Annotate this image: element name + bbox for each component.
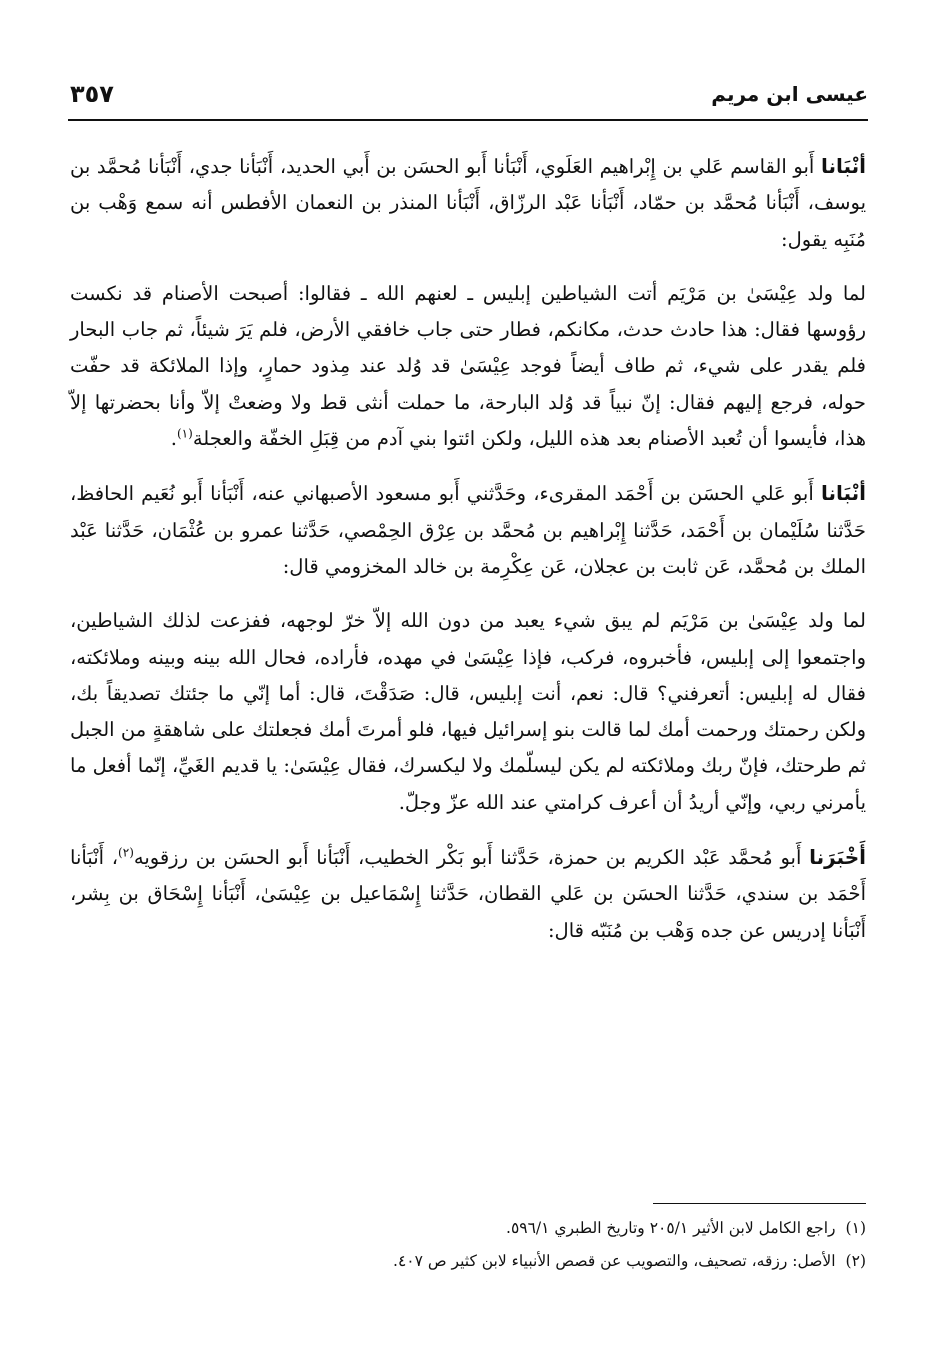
- footnote-text: راجع الكامل لابن الأثير ٢٠٥/١ وتاريخ الطبري ٥٩٦/١.: [506, 1219, 836, 1237]
- running-header: [70, 80, 868, 116]
- paragraph-text: أَبو عَلي الحسَن بن أَحْمَد المقرىء، وحَدَّثني أَبو مسعود الأصبهاني عنه، أَنْبَأنا أَبو نُعَيم الحافظ، حَدَّثنا سُلَيْمان بن أَحْمَد، حَدَّثنا إِبْراهيم بن مُحمَّد بن عِرْق الحِمْصي، حَدَّثنا عمرو بن عُثْمَان، حَدَّثنا عَبْد الملك بن مُحمَّد، عَن ثابت بن عجلان، عَن عِكْرِمة بن خالد المخزومي قال:: [70, 482, 866, 578]
- footnote-marker: (٢): [118, 845, 134, 860]
- footnote-text: الأصل: رزقه، تصحيف، والتصويب عن قصص الأنبياء لابن كثير ص ٤٠٧.: [393, 1252, 836, 1270]
- lead-word: أنْبَانا: [820, 154, 866, 178]
- paragraph-text: أَبو القاسم عَلي بن إِبْراهيم العَلَوي، أَنْبَأنا أَبو الحسَن بن أَبي الحديد، أَنْبَأنا جدي، أَنْبَأنا مُحمَّد بن يوسف، أَنْبَأنا مُحمَّد بن حمّاد، أَنْبَأنا عَبْد الرزّاق، أَنْبَأنا المنذر بن النعمان الأفطس أنه سمع وَهْب بن مُنَبِه يقول:: [70, 155, 866, 251]
- running-header-title: عيسى ابن مريم: [711, 82, 868, 106]
- isnad-paragraph-2: [70, 475, 866, 585]
- lead-word: أَخْبَرَنا: [809, 845, 866, 870]
- footnote-2: [70, 1245, 866, 1278]
- isnad-paragraph-1: [70, 148, 866, 258]
- footnote-number: (٢): [845, 1252, 866, 1270]
- page-number: ٣٥٧: [70, 80, 114, 108]
- footnote-1: [70, 1212, 866, 1245]
- main-text: [70, 148, 866, 967]
- paragraph-tail: .: [170, 427, 177, 451]
- footnote-marker: (١): [176, 426, 193, 441]
- isnad-paragraph-3: [70, 839, 866, 949]
- lead-word: أنْبَانا: [820, 481, 866, 506]
- paragraph-text: لما ولد عِيْسَىٰ بن مَرْيَم لم يبق شيء يعبد من دون الله إلاّ خرّ لوجهه، ففزعت لذلك الشياطين، واجتمعوا إلى إبليس، فأخبروه، فركب، فإذا عِيْسَىٰ في مهده، فأراده، فحال الله بينه وبينه وملائكته، فقال له إبليس: أتعرفني؟ قال: نعم، أنت إبليس، قال: صَدَقْتَ، قال: أما إنّي ما جئتك تصديقاً بك، ولكن رحمتك ورحمت أمك لما قالت بنو إسرائيل فيها، فلو أمرتَ أمك فجعلتك على شاهقةٍ من الجبل ثم طرحتك، فإنّ ربك وملائكته لم يكن ليسلّمك ولا ليكسرك، فقال عِيْسَىٰ: يا قديم الغَيِّ، إنّما أفعل ما يأمرني ربي، وإنّي أريدُ أن أعرف كرامتي عند الله عزّ وجلّ.: [70, 609, 866, 814]
- paragraph-text: لما ولد عِيْسَىٰ بن مَرْيَم أتت الشياطين إبليس ـ لعنهم الله ـ فقالوا: أصبحت الأصنام قد نكست رؤوسها فقال: هذا حادث حدث، مكانكم، فطار حتى جاب خافقي الأرض، فلم يَرَ شيئاً، ثم جاب البحار فلم يقدر على شيء، ثم طاف أيضاً فوجد عِيْسَىٰ قد وُلد عند مِذود حمارٍ، وإذا الملائكة قد حفّت حوله، فرجع إليهم فقال: إنّ نبياً قد وُلد البارحة، ما حملت أنثى قط ولا وضعتْ إلاّ وأنا بحضرتها إلاّ هذا، فأيسوا أن تُعبد الأصنام بعد هذه الليل، ولكن ائتوا بني آدم من قِبَلِ الخفّة والعجلة: [70, 281, 866, 451]
- paragraph-text: أَبو مُحمَّد عَبْد الكريم بن حمزة، حَدَّثنا أَبو بَكْر الخطيب، أَنْبَأنا أَبو الحسَن بن رزقويه: [133, 846, 810, 870]
- footnotes: [70, 1212, 866, 1278]
- narration-paragraph-1: [70, 276, 866, 457]
- narration-paragraph-2: [70, 603, 866, 821]
- footnote-rule: [653, 1203, 866, 1204]
- paragraph-tail: ، أَنْبَأنا أَحْمَد بن سندي، حَدَّثنا الحسَن بن عَلي القطان، حَدَّثنا إِسْمَاعيل بن عِيْسَىٰ، أَنْبَأنا إِسْحَاق بن بِشر، أَنْبَأنا إدريس عن جده وَهْب بن مُنَبّه قال:: [70, 846, 866, 942]
- header-rule: [68, 119, 868, 121]
- footnote-number: (١): [845, 1219, 866, 1237]
